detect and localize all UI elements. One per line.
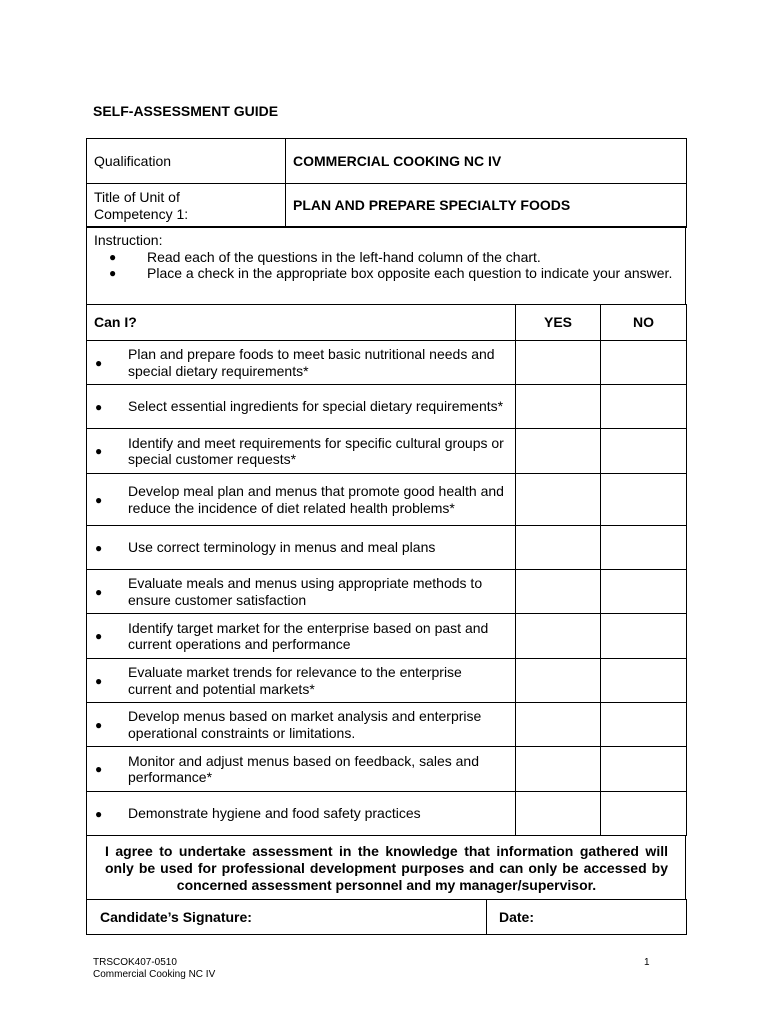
no-checkbox[interactable] (601, 385, 687, 429)
candidate-signature-field[interactable] (87, 900, 487, 935)
can-i-header: Can I? (87, 305, 516, 341)
no-checkbox[interactable] (601, 703, 687, 747)
bullet-icon: ● (95, 673, 103, 688)
page-number: 1 (644, 957, 650, 968)
question-text: Evaluate meals and menus using appropriate methods to ensure customer satisfaction (128, 575, 483, 608)
yes-checkbox[interactable] (516, 474, 601, 526)
bullet-icon: ● (95, 584, 103, 599)
question-cell (87, 385, 516, 429)
instruction-list (94, 249, 677, 282)
question-text: Develop menus based on market analysis and enterprise operational constraints or limitations. (128, 708, 482, 741)
no-checkbox[interactable] (601, 792, 687, 836)
column-header-row (87, 305, 687, 341)
question-text: Monitor and adjust menus based on feedback, sales and performance* (128, 752, 480, 785)
question-row (87, 429, 687, 474)
question-cell (87, 703, 516, 747)
unit-row (87, 184, 687, 228)
no-checkbox[interactable] (601, 747, 687, 792)
unit-label-line2: Competency 1: (94, 205, 189, 222)
yes-checkbox[interactable] (516, 570, 601, 614)
document-code: TRSCOK407-0510 (93, 957, 177, 968)
instruction-item (94, 249, 677, 266)
agreement-table (86, 835, 686, 900)
unit-label-line1: Title of Unit of (94, 189, 180, 205)
question-row (87, 341, 687, 385)
bullet-icon: ● (95, 540, 103, 555)
page-title: SELF-ASSESSMENT GUIDE (93, 103, 279, 119)
qualification-table (86, 138, 687, 228)
question-cell (87, 570, 516, 614)
question-text: Demonstrate hygiene and food safety practices (128, 805, 421, 822)
no-checkbox[interactable] (601, 474, 687, 526)
no-checkbox[interactable] (601, 614, 687, 659)
yes-checkbox[interactable] (516, 659, 601, 703)
question-row (87, 659, 687, 703)
yes-checkbox[interactable] (516, 703, 601, 747)
instruction-block (87, 227, 686, 305)
no-checkbox[interactable] (601, 659, 687, 703)
bullet-icon: ● (95, 628, 103, 643)
no-checkbox[interactable] (601, 526, 687, 570)
instruction-label: Instruction: (94, 232, 163, 248)
question-text: Use correct terminology in menus and meal plans (128, 539, 436, 556)
no-checkbox[interactable] (601, 570, 687, 614)
question-row (87, 703, 687, 747)
yes-checkbox[interactable] (516, 792, 601, 836)
yes-checkbox[interactable] (516, 614, 601, 659)
instruction-item (94, 265, 677, 282)
question-text: Plan and prepare foods to meet basic nutritional needs and special dietary requirements* (128, 346, 495, 379)
yes-header: YES (516, 305, 601, 341)
question-row (87, 526, 687, 570)
date-field[interactable] (487, 900, 687, 935)
yes-checkbox[interactable] (516, 385, 601, 429)
qualification-label: Qualification (87, 139, 286, 184)
bullet-icon: ● (95, 806, 103, 821)
yes-checkbox[interactable] (516, 747, 601, 792)
question-row (87, 570, 687, 614)
question-cell (87, 747, 516, 792)
question-text: Evaluate market trends for relevance to the enterprise current and potential markets* (128, 664, 462, 697)
qualification-value: COMMERCIAL COOKING NC IV (286, 139, 687, 184)
question-row (87, 474, 687, 526)
question-text: Identify target market for the enterprise based on past and current operations and performance (128, 619, 489, 652)
question-cell (87, 341, 516, 385)
bullet-icon: ● (95, 492, 103, 507)
question-cell (87, 614, 516, 659)
bullet-icon: ● (95, 399, 103, 414)
yes-checkbox[interactable] (516, 341, 601, 385)
yes-checkbox[interactable] (516, 429, 601, 474)
bullet-icon: ● (95, 443, 103, 458)
footer (93, 957, 215, 981)
instruction-table (86, 226, 686, 305)
bullet-icon: ● (95, 355, 103, 370)
question-row (87, 747, 687, 792)
course-name: Commercial Cooking NC IV (93, 969, 216, 980)
unit-label (87, 184, 286, 228)
bullet-icon: ● (109, 266, 117, 280)
instruction-text: Place a check in the appropriate box opposite each question to indicate your answer. (147, 265, 673, 281)
no-header: NO (601, 305, 687, 341)
question-text: Identify and meet requirements for specific cultural groups or special customer requests* (128, 434, 504, 467)
bullet-icon: ● (109, 249, 117, 264)
agreement-statement: I agree to undertake assessment in the knowledge that information gathered will only be used for professional development purposes and can only be accessed by concerned assessment personnel and my manager/supervisor. (87, 836, 686, 900)
question-cell (87, 474, 516, 526)
yes-checkbox[interactable] (516, 526, 601, 570)
question-cell (87, 526, 516, 570)
no-checkbox[interactable] (601, 341, 687, 385)
question-row (87, 614, 687, 659)
no-checkbox[interactable] (601, 429, 687, 474)
unit-value: PLAN AND PREPARE SPECIALTY FOODS (286, 184, 687, 228)
instruction-text: Read each of the questions in the left-hand column of the chart. (147, 248, 541, 265)
question-cell (87, 429, 516, 474)
bullet-icon: ● (95, 761, 103, 776)
question-row (87, 385, 687, 429)
bullet-icon: ● (95, 717, 103, 732)
question-row (87, 792, 687, 836)
candidate-signature-label: Candidate’s Signature: (100, 908, 252, 925)
qualification-row (87, 139, 687, 184)
date-label: Date: (499, 908, 535, 925)
question-cell (87, 659, 516, 703)
question-cell (87, 792, 516, 836)
question-table (86, 304, 687, 836)
signature-table (86, 899, 687, 935)
question-text: Select essential ingredients for special dietary requirements* (128, 398, 504, 415)
question-text: Develop meal plan and menus that promote good health and reduce the incidence of diet related health problems* (128, 483, 504, 516)
